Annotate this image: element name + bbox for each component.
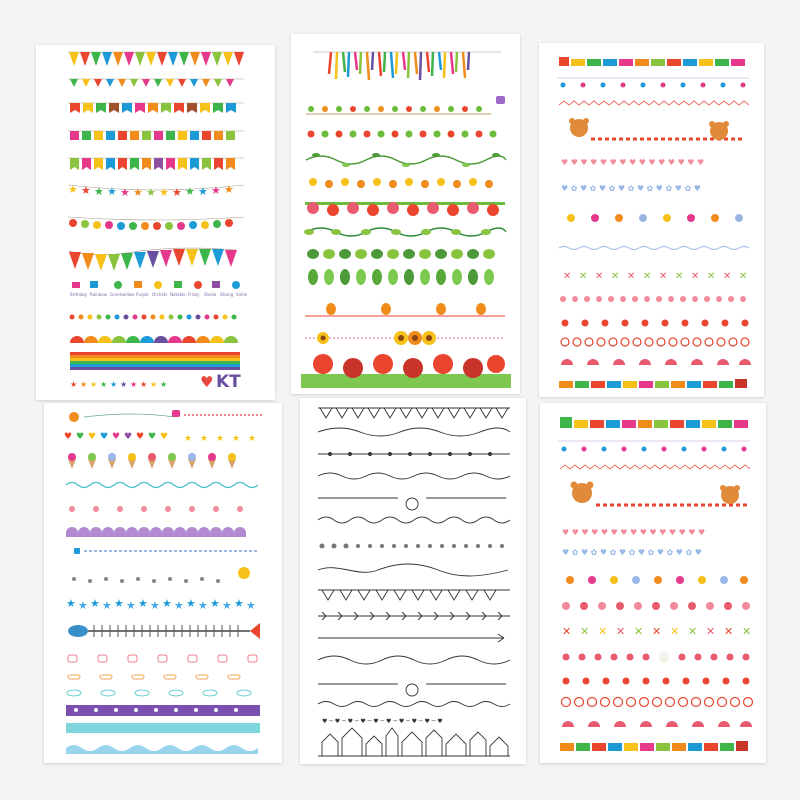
heart-rows <box>562 528 705 557</box>
svg-text:✕: ✕ <box>652 625 662 638</box>
fish-bone-row <box>68 623 260 639</box>
ice-cream-row <box>68 453 236 469</box>
svg-text:✕: ✕ <box>659 271 668 282</box>
svg-text:★: ★ <box>94 185 104 198</box>
bunting-label: Strong <box>220 292 234 297</box>
blue-stars-row <box>66 597 256 612</box>
paw-prints-row <box>69 506 243 512</box>
dotted-line-row <box>320 544 505 549</box>
svg-text:★: ★ <box>174 599 184 612</box>
bunting-row-doodles <box>72 281 240 289</box>
cherries-row <box>562 320 749 327</box>
umbrellas-row <box>561 359 751 365</box>
kt-logo: KT <box>216 372 241 392</box>
svg-text:✕: ✕ <box>562 625 572 638</box>
pastel-artwork <box>44 403 282 763</box>
svg-text:✕: ✕ <box>688 625 698 638</box>
svg-text:✕: ✕ <box>724 625 734 638</box>
bear-hearts-row <box>571 482 749 506</box>
bunting-row-small <box>68 79 244 87</box>
svg-text:♥: ♥ <box>76 432 85 442</box>
svg-text:★: ★ <box>80 380 88 389</box>
svg-text:★: ★ <box>120 380 128 389</box>
aqua-swirl-row <box>66 483 258 488</box>
pink-flowers-row <box>562 602 750 610</box>
heart-logo-icon: ♥ <box>200 373 214 391</box>
svg-text:✕: ✕ <box>563 271 572 282</box>
sprouts-row <box>306 96 505 114</box>
svg-text:✕: ✕ <box>707 271 716 282</box>
svg-text:♥ ✿ ♥ ✿ ♥ ✿ ♥ ✿ ♥ ✿ ♥ ✿ ♥ ✿ ♥: ♥ ✿ ♥ ✿ ♥ ✿ ♥ ✿ ♥ ✿ ♥ ✿ ♥ ✿ ♥ <box>562 548 702 557</box>
hearts-and-stars-row <box>64 432 256 444</box>
svg-text:♥ ♥ ♥ ♥ ♥ ♥ ♥ ♥ ♥ ♥ ♥ ♥ ♥ ♥ ♥: ♥ ♥ ♥ ♥ ♥ ♥ ♥ ♥ ♥ ♥ ♥ ♥ ♥ ♥ ♥ <box>561 158 705 167</box>
green-vine-row <box>304 228 506 236</box>
svg-text:★: ★ <box>107 185 117 198</box>
svg-text:★: ★ <box>110 380 118 389</box>
svg-text:★: ★ <box>81 184 91 197</box>
svg-text:★: ★ <box>234 597 244 610</box>
heart-rows <box>561 158 704 193</box>
svg-text:★: ★ <box>186 597 196 610</box>
train-row-bottom <box>559 379 747 388</box>
svg-text:★: ★ <box>160 380 168 389</box>
blue-beads-row <box>74 548 259 554</box>
vine-row-1 <box>318 428 510 436</box>
bunting-row-stars <box>68 183 244 199</box>
bunting-label: Birthday <box>70 292 87 297</box>
bunting-row-lanterns <box>68 217 244 230</box>
svg-text:♥ ─ ♥ ─ ♥ ─ ♥ ─ ♥ ─ ♥ ─ ♥ ─ ♥: ♥ ─ ♥ ─ ♥ ─ ♥ ─ ♥ ─ ♥ ─ ♥ ─ ♥ ─ ♥ ─ ♥ <box>322 718 443 725</box>
houses-scene <box>318 728 510 756</box>
rainbow-stripes <box>70 352 240 370</box>
candy-row <box>567 214 743 222</box>
triangle-garland <box>318 590 510 600</box>
vine-row-3 <box>318 702 510 707</box>
cute-sheet-top <box>539 43 764 397</box>
bunting-label: Sheila <box>204 292 217 297</box>
bunting-label: Rainbow <box>90 292 108 297</box>
svg-text:✕: ✕ <box>670 625 680 638</box>
bunting-artwork <box>36 45 275 400</box>
rings-row <box>562 698 753 707</box>
garden-sheet <box>291 34 520 394</box>
svg-text:★: ★ <box>224 183 234 196</box>
svg-text:♥: ♥ <box>136 432 145 442</box>
svg-text:★: ★ <box>162 597 172 610</box>
tulips-row <box>563 651 750 663</box>
svg-text:★: ★ <box>222 599 232 612</box>
heart-divider-row <box>322 718 443 725</box>
bunting-label: Smile <box>236 292 248 297</box>
bunting-row-squares <box>68 131 244 140</box>
svg-text:★: ★ <box>159 186 169 199</box>
bunting-row-pennants <box>68 103 244 113</box>
monochrome-artwork <box>300 398 526 764</box>
svg-text:✕: ✕ <box>580 625 590 638</box>
swirl-row <box>318 498 506 510</box>
garden-artwork <box>291 34 520 394</box>
yellow-flowers-row <box>309 178 493 188</box>
svg-text:★: ★ <box>246 599 256 612</box>
monochrome-sheet <box>300 398 526 764</box>
svg-text:★: ★ <box>198 185 208 198</box>
bunting-row-large-triangles <box>68 248 237 271</box>
svg-text:★: ★ <box>68 183 78 196</box>
svg-text:★: ★ <box>70 380 78 389</box>
small-stars-row <box>70 380 167 389</box>
cross-row <box>562 625 751 638</box>
bunting-row-dots <box>70 315 237 320</box>
svg-text:✕: ✕ <box>595 271 604 282</box>
cute-sheet-bottom <box>540 403 766 763</box>
svg-text:✕: ✕ <box>616 625 626 638</box>
svg-text:★: ★ <box>184 434 193 444</box>
bunting-label: Orchids <box>152 292 168 297</box>
arrow-row <box>318 634 504 642</box>
train-row <box>559 57 745 66</box>
svg-text:★: ★ <box>138 597 148 610</box>
hanging-ribbons <box>313 52 501 80</box>
zigzag-row <box>560 465 750 469</box>
blue-cloud-band <box>66 745 258 754</box>
leaf-garland <box>318 517 510 523</box>
candy-row <box>566 576 748 584</box>
svg-text:★: ★ <box>150 380 158 389</box>
svg-text:★: ★ <box>216 434 225 444</box>
svg-text:♥: ♥ <box>88 432 97 442</box>
bunnies-row <box>305 303 505 316</box>
leafy-vine-row <box>306 153 506 167</box>
svg-text:✕: ✕ <box>742 625 752 638</box>
swirl-row-2 <box>318 684 506 696</box>
svg-text:★: ★ <box>248 434 257 444</box>
svg-text:★: ★ <box>210 597 220 610</box>
bunting-label: Purple <box>136 292 149 297</box>
umbrellas-row <box>562 721 752 727</box>
svg-text:♥: ♥ <box>112 432 121 442</box>
fern-row <box>318 612 510 620</box>
line-bunting <box>318 408 510 418</box>
droplets-row <box>558 441 750 452</box>
svg-text:♥: ♥ <box>148 432 157 442</box>
cross-row <box>563 271 747 282</box>
carrot-leaves-row <box>308 131 497 138</box>
bunting-label: Frisky <box>188 292 200 297</box>
svg-text:✕: ✕ <box>579 271 588 282</box>
svg-text:♥: ♥ <box>100 432 109 442</box>
svg-text:★: ★ <box>150 599 160 612</box>
svg-text:✕: ✕ <box>739 271 748 282</box>
svg-text:★: ★ <box>200 434 209 444</box>
svg-text:✕: ✕ <box>598 625 608 638</box>
bunting-row-scallops <box>70 336 238 343</box>
clouds-row <box>67 690 251 696</box>
blue-wave-row <box>559 247 749 250</box>
cat-faces-row <box>68 655 257 662</box>
zigzag-row <box>559 101 749 105</box>
pastel-sheet <box>44 403 282 763</box>
svg-text:✕: ✕ <box>611 271 620 282</box>
svg-text:♥ ♥ ♥ ♥ ♥ ♥ ♥ ♥ ♥ ♥ ♥ ♥ ♥ ♥ ♥: ♥ ♥ ♥ ♥ ♥ ♥ ♥ ♥ ♥ ♥ ♥ ♥ ♥ ♥ ♥ <box>562 528 706 537</box>
svg-text:★: ★ <box>90 597 100 610</box>
svg-text:★: ★ <box>78 599 88 612</box>
svg-text:✕: ✕ <box>691 271 700 282</box>
garden-scene <box>301 354 511 388</box>
svg-text:✕: ✕ <box>706 625 716 638</box>
svg-text:♥: ♥ <box>64 432 73 442</box>
leaf-vine-row <box>318 473 510 479</box>
bunting-sheet <box>36 45 275 400</box>
rings-row <box>561 338 749 346</box>
svg-text:★: ★ <box>102 599 112 612</box>
trees-row <box>308 269 494 285</box>
bunting-row-triangles <box>68 52 244 66</box>
sunflowers-row <box>305 331 505 345</box>
svg-text:★: ★ <box>172 186 182 199</box>
svg-text:★: ★ <box>114 597 124 610</box>
svg-text:★: ★ <box>130 380 138 389</box>
train-row-bottom <box>560 741 748 751</box>
aqua-ribbon <box>66 723 260 733</box>
bunting-row-banners <box>68 158 244 170</box>
bones-row <box>68 675 240 679</box>
cherries-row <box>563 678 750 685</box>
red-flowers-row <box>305 202 505 216</box>
svg-text:★: ★ <box>133 186 143 199</box>
svg-text:★: ★ <box>126 599 136 612</box>
droplets-row <box>557 78 749 88</box>
pink-flowers-row <box>560 296 746 302</box>
svg-text:★: ★ <box>232 434 241 444</box>
bear-hearts-row <box>569 118 744 140</box>
vine-row-2 <box>318 656 510 664</box>
svg-text:♥: ♥ <box>124 432 133 442</box>
svg-text:★: ★ <box>198 599 208 612</box>
bunting-label: Greenwillow <box>110 292 135 297</box>
svg-text:✕: ✕ <box>634 625 644 638</box>
cute-artwork-bottom <box>540 403 766 763</box>
svg-text:✕: ✕ <box>723 271 732 282</box>
purple-scallop-row <box>66 527 246 537</box>
svg-text:♥: ♥ <box>160 432 169 442</box>
svg-text:★: ★ <box>140 380 148 389</box>
svg-text:♥ ✿ ♥ ✿ ♥ ✿ ♥ ✿ ♥ ✿ ♥ ✿ ♥ ✿ ♥: ♥ ✿ ♥ ✿ ♥ ✿ ♥ ✿ ♥ ✿ ♥ ✿ ♥ ✿ ♥ <box>561 184 701 193</box>
svg-text:★: ★ <box>185 185 195 198</box>
svg-text:★: ★ <box>211 184 221 197</box>
snail-row <box>69 410 262 422</box>
svg-text:✕: ✕ <box>675 271 684 282</box>
train-row <box>560 417 748 428</box>
grey-dots-row <box>72 567 250 583</box>
svg-text:★: ★ <box>90 380 98 389</box>
svg-text:★: ★ <box>100 380 108 389</box>
svg-text:★: ★ <box>66 597 76 610</box>
leaf-pods-row <box>307 249 495 259</box>
twig-row <box>318 564 508 576</box>
bunting-label: Notable <box>170 292 186 297</box>
svg-text:★: ★ <box>120 186 130 199</box>
svg-text:★: ★ <box>146 186 156 199</box>
svg-text:✕: ✕ <box>643 271 652 282</box>
cute-artwork-top <box>539 43 764 397</box>
svg-text:✕: ✕ <box>627 271 636 282</box>
